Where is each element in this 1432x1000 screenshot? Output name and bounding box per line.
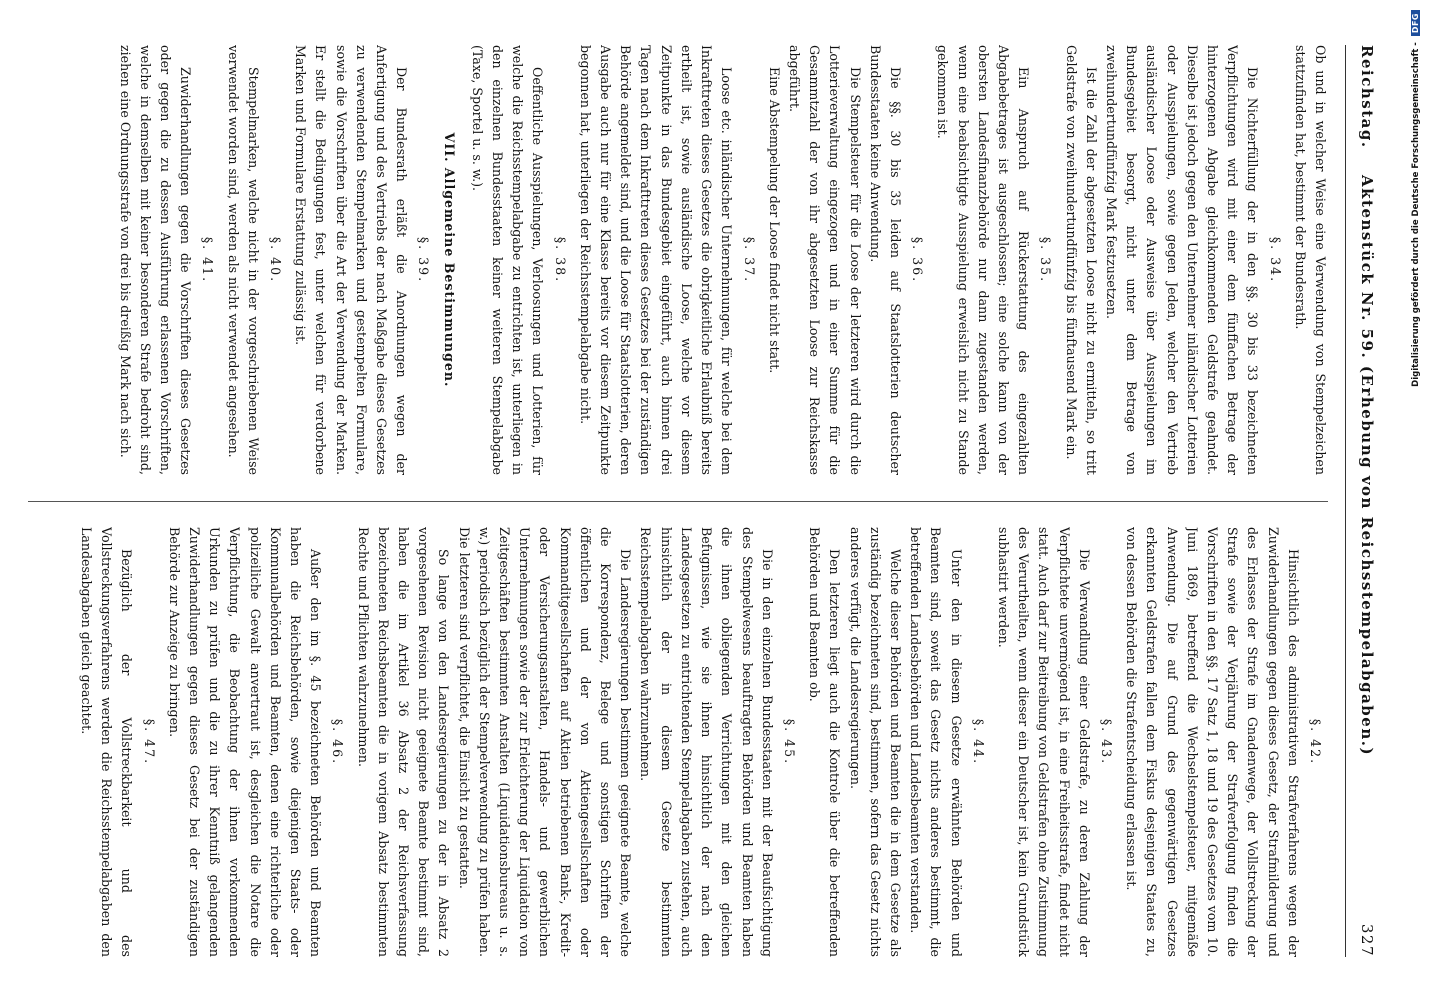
header-title: Aktenstück Nr. 59. (Erhebung von Reichsstempelabgaben.) (1358, 175, 1376, 757)
digitization-note-text-wrap (1411, 10, 1431, 990)
paragraph: Stempelmarken, welche nicht in der vorgeschriebenen Weise verwendet worden sind, werden als nicht verwendet angesehen. (225, 45, 261, 475)
section-heading: §. 46. (330, 718, 346, 766)
section-heading: §. 45. (781, 718, 797, 766)
section-heading: §. 38. (552, 236, 568, 284)
paragraph: Die Verwandlung einer Geldstrafe, zu deren Zahlung der Verpflichtete unvermögend ist, in eine Freiheitsstrafe, findet nicht statt. Auch darf zur Beitreibung von Geldstrafen ohne Zustimmung des Verurtheilten, wenn dieser ein Deutscher ist, kein Grundstück subhastirt werden. (995, 527, 1092, 957)
paragraph: Der Bundesrath erläßt die Anordnungen wegen der Anfertigung und des Vertriebs der nach Maßgabe dieses Gesetzes zu verwendenden Stempelmarken und gestempelten Formulare, sowie die Vorschriften über die Art der Verwendung der Marken. Er stellt die Bedingungen fest, unter welchen für verdorbene Marken und Formulare Erstattung zulässig ist. (293, 45, 410, 475)
paragraph: Oeffentliche Ausspielungen, Verloosungen und Lotterien, für welche die Reichsstempelabgabe zu entrichten ist, unterliegen in den einzelnen Bundesstaaten keiner weiteren Stempelabgabe (Taxe, Sportel u. s. w.). (469, 45, 546, 475)
right-column (20, 527, 1330, 957)
paragraph: Die Stempelsteuer für die Loose der letzteren wird durch die Lotterieverwaltung eingezogen und in einer Summe für die Gesammtzahl der von ihr abgesetzten Loose zur Reichskasse abgeführt. (786, 45, 863, 475)
section-heading: §. 41. (200, 236, 216, 284)
section-heading: §. 36. (910, 236, 926, 284)
section-heading: §. 39. (416, 236, 432, 284)
paragraph: Zuwiderhandlungen gegen die Vorschriften dieses Gesetzes oder gegen die zu dessen Ausführung erlassenen Vorschriften, welche in demselben mit keiner besonderen Strafe bedroht sind, ziehen eine Ordnungsstrafe von drei bis dreißig Mark nach sich. (117, 45, 194, 475)
column-divider (28, 501, 1328, 502)
page-number: 327 (1358, 923, 1376, 957)
left-column (20, 45, 1330, 475)
paragraph: Die Nichterfüllung der in den §§. 30 bis 33 bezeichneten Verpflichtungen wird mit einer dem fünffachen Betrage der hinterzogenen Abgabe gleichkommenden Geldstrafe geahndet. Dieselbe ist jedoch gegen den Unternehmer inländischer Lotterien oder Ausspielungen, sowie gegen Jeden, welcher den Vertrieb ausländischer Loose oder Ausweise über Ausspielungen im Bundesgebiet besorgt, nicht unter dem Betrage von zweihundertundfünfzig Mark festzusetzen. (1103, 45, 1261, 475)
paragraph: Ist die Zahl der abgesetzten Loose nicht zu ermitteln, so tritt Geldstrafe von zweihundertundfünfzig bis fünftausend Mark ein. (1063, 45, 1099, 475)
rotated-page (0, 20, 1400, 980)
paragraph: Bezüglich der Vollstreckbarkeit und des Vollstreckungsverfahrens werden die Reichsstempelabgaben den Landesabgaben gleich geachtet. (79, 527, 135, 957)
paragraph: Die §§. 30 bis 35 leiden auf Staatslotterien deutscher Bundesstaaten keine Anwendung. (867, 45, 903, 475)
section-heading: §. 34. (1267, 236, 1283, 284)
paragraph: Eine Abstempelung der Loose findet nicht statt. (766, 67, 782, 374)
paragraph: Außer den im §. 45 bezeichneten Behörden und Beamten haben die Reichsbehörden, sowie diejenigen Staats- oder Kommunalbehörden und Beamten, denen eine richterliche oder polizeiliche Gewalt anvertraut ist, desgleichen die Notare die Verpflichtung, die Beobachtung der ihnen vorkommenden Urkunden zu prüfen und die zu ihrer Kenntniß gelangenden Zuwiderhandlungen gegen dieses Gesetz bei der zuständigen Behörde zur Anzeige zu bringen. (166, 527, 324, 957)
section-heading: §. 47. (141, 718, 157, 766)
paragraph: Ob und in welcher Weise eine Verwendung von Stempelzeichen stattzufinden hat, bestimmt der Bundesrath. (1292, 45, 1328, 475)
page-header (1345, 45, 1382, 957)
paragraph: Die in den einzelnen Bundesstaaten mit der Beaufsichtigung des Stempelwesens beauftragten Behörden und Beamten haben die ihnen obliegenden Verrichtungen mit den gleichen Befugnissen, wie sie ihnen hinsichtlich der nach den Landesgesetzen zu entrichtenden Stempelabgaben zustehen, auch hinsichtlich der in diesem Gesetze bestimmten Reichsstempelabgaben wahrzunehmen. (638, 527, 775, 957)
section-heading: §. 43. (1098, 718, 1114, 766)
header-left: Reichstag. (1358, 45, 1376, 149)
digitization-note (1407, 0, 1432, 1000)
section-heading: §. 35. (1038, 236, 1054, 284)
digitization-note-text: Digitalisierung gefördert durch die Deutsche Forschungsgemeinschaft - (1411, 42, 1421, 387)
section-heading: §. 42. (1308, 718, 1323, 766)
section-heading: §. 40. (268, 236, 284, 284)
paragraph: Ein Anspruch auf Rückerstattung des eingezahlten Abgabebetrages ist ausgeschlossen; eine solche kann von der obersten Landesfinanzbehörde nur dann zugestanden werden, wenn eine beabsichtigte Ausspielung erweislich nicht zu Stande gekommen ist. (935, 45, 1032, 475)
paragraph: Loose etc. inländischer Unternehmungen, für welche bei dem Inkrafttreten dieses Gesetzes die obrigkeitliche Erlaubniß bereits ertheilt ist, sowie ausländische Loose, welche vor diesem Zeitpunkte in das Bundesgebiet eingeführt, auch binnen drei Tagen nach dem Inkrafttreten dieses Gesetzes bei der zuständigen Behörde angemeldet sind, und die Loose für Staatslotterien, deren Ausgabe auch nur für eine Klasse bereits vor diesem Zeitpunkte begonnen hat, unterliegen der Reichsstempelabgabe nicht. (577, 45, 735, 475)
paragraph: So lange von den Landesregierungen zu der in Absatz 2 vorgesehenen Revision nicht geeignete Beamte bestimmt sind, haben die im Artikel 36 Absatz 2 der Reichsverfassung bezeichneten Reichsbeamten die in vorigem Absatz bestimmten Rechte und Pflichten wahrzunehmen. (355, 527, 452, 957)
paragraph: Die Landesregierungen bestimmen geeignete Beamte, welche die Korrespondenz, Belege und sonstigen Schriften der öffentlichen und der von Aktiengesellschaften oder Kommanditgesellschaften auf Aktien betriebenen Bank-, Kredit- oder Versicherungsanstalten, Handels- und gewerblichen Unternehmungen sowie der zur Erleichterung der Liquidation von Zeitgeschäften bestimmten Anstalten (Liquidationsbureaus u. s. w.) periodisch bezüglich der Stempelverwendung zu prüfen haben. Die letzteren sind verpflichtet, die Einsicht zu gestatten. (456, 527, 634, 957)
section-heading: §. 37. (741, 236, 757, 284)
paragraph: Den letzteren liegt auch die Kontrole über die betreffenden Behörden und Beamten ob. (807, 527, 843, 957)
paragraph: Welche dieser Behörden und Beamten die in dem Gesetze als zuständig bezeichneten sind, bestimmen, sofern das Gesetz nichts anderes verfügt, die Landesregierungen. (847, 527, 903, 957)
section-heading: §. 44. (970, 718, 986, 766)
paragraph: Unter den in diesem Gesetze erwähnten Behörden und Beamten sind, soweit das Gesetz nichts anderes bestimmt, die betreffenden Landesbehörden und Landesbeamten verstanden. (908, 527, 964, 957)
dfg-logo: DFG (1411, 10, 1420, 36)
paragraph: Hinsichtlich des administrativen Strafverfahrens wegen der Zuwiderhandlungen gegen dieses Gesetz, der Strafmilderung und des Erlasses der Strafe im Gnadenwege, der Vollstreckung der Strafe sowie der Verjährung der Strafverfolgung finden die Vorschriften in den §§. 17 Satz 1, 18 und 19 des Gesetzes vom 10. Juni 1869, betreffend die Wechselstempelsteuer, mitgemäße Anwendung. Die auf Grund des gegenwärtigen Gesetzes erkannten Geldstrafen fallen dem Fiskus desjenigen Staates zu, von dessen Behörden die Strafentscheidung erlassen ist. (1124, 527, 1301, 957)
chapter-heading: VII. Allgemeine Bestimmungen. (441, 132, 457, 388)
